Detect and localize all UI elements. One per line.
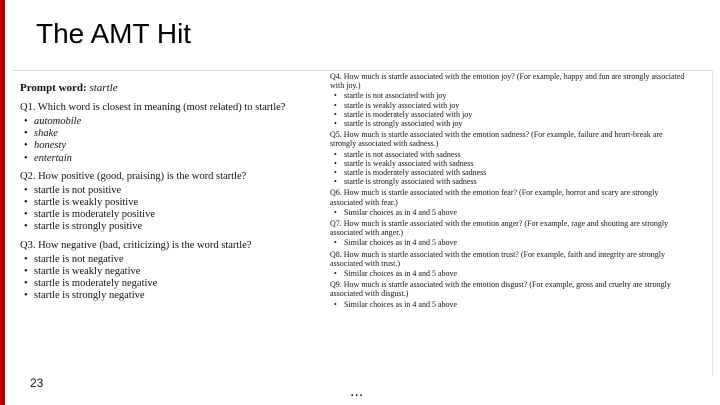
q4-option[interactable]: • startle is weakly associated with joy bbox=[344, 101, 690, 110]
q7-option[interactable]: • Similar choices as in 4 and 5 above bbox=[344, 238, 690, 247]
q5-option[interactable]: • startle is not associated with sadness bbox=[344, 150, 690, 159]
q9-options bbox=[330, 300, 690, 309]
q3-option[interactable]: • startle is not negative bbox=[34, 254, 320, 266]
q2-options bbox=[20, 185, 320, 234]
q1-option[interactable]: • honesty bbox=[34, 140, 320, 152]
prompt-word: startle bbox=[89, 82, 118, 94]
hit-left-column bbox=[20, 82, 320, 302]
continuation-ellipsis: ... bbox=[350, 383, 364, 400]
prompt-line bbox=[20, 82, 320, 94]
q8-options bbox=[330, 269, 690, 278]
slide-accent-bar bbox=[0, 0, 5, 405]
q5-option[interactable]: • startle is moderately associated with sadness bbox=[344, 168, 690, 177]
slide-title: The AMT Hit bbox=[36, 18, 192, 49]
q7-options bbox=[330, 238, 690, 247]
question-q7: Q7. How much is startle associated with the emotion anger? (For example, rage and shouting are strongly associated with anger.) bbox=[330, 219, 669, 238]
q8-option[interactable]: • Similar choices as in 4 and 5 above bbox=[344, 269, 690, 278]
q9-option[interactable]: • Similar choices as in 4 and 5 above bbox=[344, 300, 690, 309]
q3-option[interactable]: • startle is weakly negative bbox=[34, 266, 320, 278]
q5-option[interactable]: • startle is strongly associated with sadness bbox=[344, 177, 690, 186]
q2-option[interactable]: • startle is moderately positive bbox=[34, 209, 320, 221]
q6-options bbox=[330, 208, 690, 217]
q4-option[interactable]: • startle is not associated with joy bbox=[344, 91, 690, 100]
q1-option[interactable]: • entertain bbox=[34, 153, 320, 165]
page-number: 23 bbox=[30, 376, 44, 390]
question-q8: Q8. How much is startle associated with the emotion trust? (For example, faith and integrity are strongly associated with trust.) bbox=[330, 249, 666, 268]
q5-options bbox=[330, 150, 690, 187]
q1-option[interactable]: • automobile bbox=[34, 116, 320, 128]
question-q5: Q5. How much is startle associated with the emotion sadness? (For example, failure and heart-break are strongly associated with sadness.) bbox=[330, 130, 663, 149]
q3-options bbox=[20, 254, 320, 303]
q4-option[interactable]: • startle is moderately associated with joy bbox=[344, 110, 690, 119]
q1-option[interactable]: • shake bbox=[34, 128, 320, 140]
prompt-label: Prompt word: bbox=[20, 82, 87, 94]
q2-option[interactable]: • startle is strongly positive bbox=[34, 221, 320, 233]
q3-option[interactable]: • startle is moderately negative bbox=[34, 278, 320, 290]
q3-option[interactable]: • startle is strongly negative bbox=[34, 290, 320, 302]
question-q2: Q2. How positive (good, praising) is the word startle? bbox=[20, 170, 247, 182]
question-q9: Q9. How much is startle associated with the emotion disgust? (For example, gross and cruelty are strongly associated with disgust.) bbox=[330, 280, 671, 299]
q5-option[interactable]: • startle is weakly associated with sadness bbox=[344, 159, 690, 168]
question-q4: Q4. How much is startle associated with the emotion joy? (For example, happy and fun are strongly associated with joy.) bbox=[330, 72, 685, 91]
q4-options bbox=[330, 91, 690, 128]
q2-option[interactable]: • startle is not positive bbox=[34, 185, 320, 197]
q4-option[interactable]: • startle is strongly associated with joy bbox=[344, 119, 690, 128]
q6-option[interactable]: • Similar choices as in 4 and 5 above bbox=[344, 208, 690, 217]
hit-right-column bbox=[330, 70, 690, 311]
question-q3: Q3. How negative (bad, criticizing) is the word startle? bbox=[20, 239, 252, 251]
q1-options bbox=[20, 116, 320, 165]
q2-option[interactable]: • startle is weakly positive bbox=[34, 197, 320, 209]
question-q6: Q6. How much is startle associated with the emotion fear? (For example, horror and scary are strongly associated with fear.) bbox=[330, 188, 659, 207]
question-q1: Q1. Which word is closest in meaning (most related) to startle? bbox=[20, 102, 286, 113]
